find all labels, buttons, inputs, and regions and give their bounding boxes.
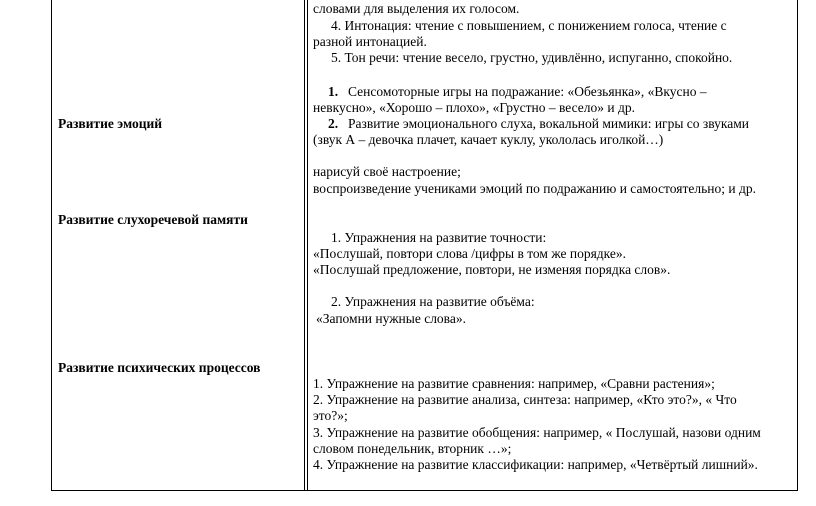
text-line: 5. Тон речи: чтение весело, грустно, удивлённо, испуганно, спокойно. bbox=[331, 50, 733, 65]
text-line: невкусно», «Хорошо – плохо», «Грустно – весело» и др. bbox=[313, 100, 635, 115]
list-number: 2. bbox=[328, 116, 339, 131]
text-line: «Послушай предложение, повтори, не изменяя порядка слов». bbox=[313, 262, 671, 277]
text-line: словами для выделения их голосом. bbox=[313, 1, 520, 16]
text-line: воспроизведение учениками эмоций по подражанию и самостоятельно; и др. bbox=[313, 181, 756, 196]
text-line: нарисуй своё настроение; bbox=[313, 164, 461, 179]
text-line: Сенсомоторные игры на подражание: «Обезьянка», «Вкусно – bbox=[348, 84, 707, 99]
text-line: разной интонацией. bbox=[313, 34, 427, 49]
text-line: 1. Упражнения на развитие точности: bbox=[331, 230, 547, 245]
text-line: 4. Интонация: чтение с повышением, с понижением голоса, чтение с bbox=[331, 18, 727, 33]
text-line: 4. Упражнение на развитие классификации: например, «Четвёртый лишний». bbox=[313, 457, 758, 472]
table-left-border bbox=[51, 0, 52, 491]
text-line: 3. Упражнение на развитие обобщения: например, « Послушай, назови одним bbox=[313, 425, 761, 440]
list-number: 1. bbox=[328, 84, 339, 99]
text-line: Развитие эмоционального слуха, вокальной мимики: игры со звуками bbox=[348, 116, 750, 131]
table-right-border bbox=[797, 0, 798, 491]
header-auditory-memory: Развитие слухоречевой памяти bbox=[58, 212, 248, 227]
header-mental-processes: Развитие психических процессов bbox=[58, 360, 261, 375]
text-line: словом понедельник, вторник …»; bbox=[313, 441, 512, 456]
text-line: (звук А – девочка плачет, качает куклу, укололась иголкой…) bbox=[313, 132, 664, 147]
text-line: 1. Упражнение на развитие сравнения: например, «Сравни растения»; bbox=[313, 376, 715, 391]
text-line: 2. Упражнение на развитие анализа, синтеза: например, «Кто это?», « Что bbox=[313, 392, 737, 407]
text-line: 2. Упражнения на развитие объёма: bbox=[331, 294, 535, 309]
text-line: это?»; bbox=[313, 408, 348, 423]
text-line: «Послушай, повтори слова /цифры в том же порядке». bbox=[313, 246, 626, 261]
table-column-divider bbox=[304, 0, 305, 491]
text-line: «Запомни нужные слова». bbox=[316, 311, 466, 326]
header-emotions: Развитие эмоций bbox=[58, 116, 163, 131]
table-bottom-border bbox=[51, 490, 798, 491]
table-column-divider-inner bbox=[307, 0, 308, 491]
